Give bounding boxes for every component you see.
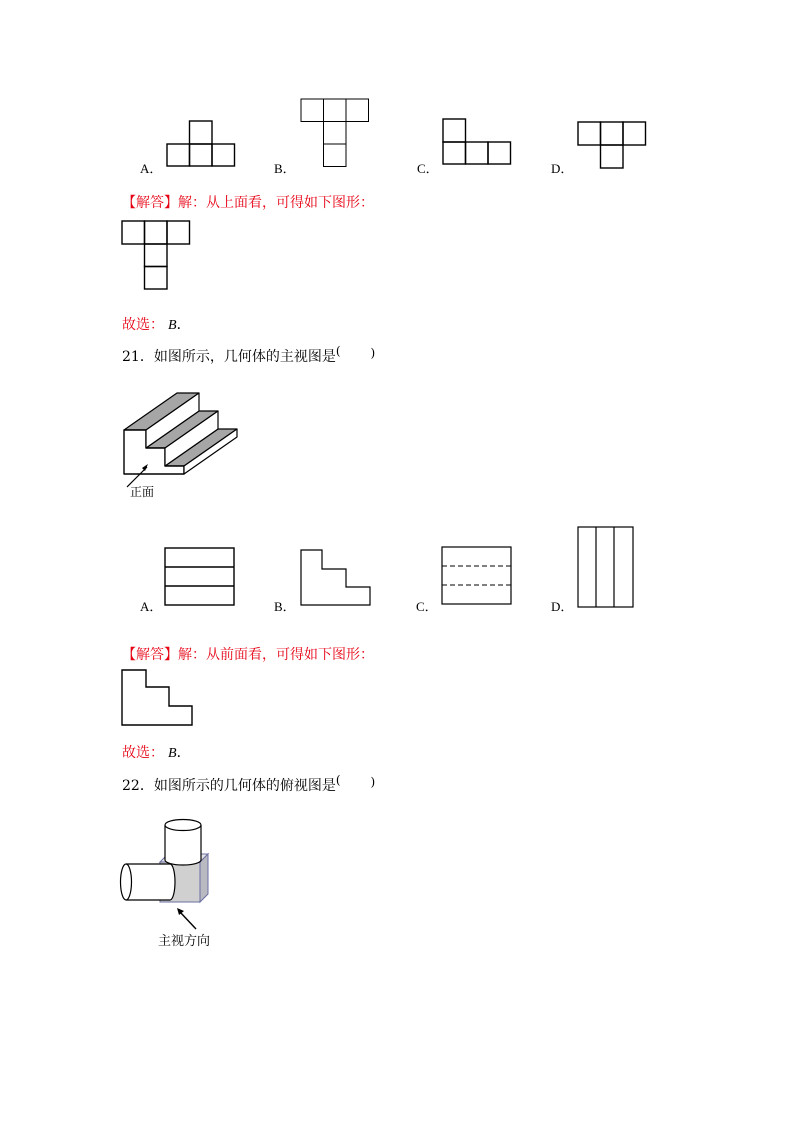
q21-option-d-label: D． — [551, 599, 574, 614]
answer-suffix: ． — [176, 317, 191, 333]
answer-prefix: 故选： — [122, 745, 164, 761]
q22-view-direction-label: 主视方向 — [158, 934, 211, 949]
bracket-open: ( — [335, 773, 341, 787]
q20-option-a-label: A． — [140, 161, 163, 176]
q21-front-label: 正面 — [130, 485, 155, 499]
q20-option-b-label: B． — [274, 161, 296, 176]
question-number: 22． — [122, 778, 154, 794]
q20-solution-figure — [121, 220, 193, 292]
q21-option-d-figure — [577, 526, 635, 608]
q20-option-d-label: D． — [551, 161, 574, 176]
q20-option-a-figure — [166, 120, 236, 167]
q20-option-b-figure — [300, 98, 370, 168]
answer-value: B — [168, 746, 177, 761]
bracket-close: ) — [370, 346, 376, 360]
answer-prefix: 故选： — [122, 317, 164, 333]
q21-option-b-figure — [300, 549, 372, 607]
q21-option-b-label: B． — [274, 599, 296, 614]
question-text: 如图所示的几何体的俯视图是 — [153, 778, 336, 794]
question-number: 21． — [122, 349, 154, 365]
q21-option-c-figure — [441, 546, 513, 606]
solution-text: 解：从前面看，可得如下图形： — [178, 647, 374, 663]
q20-option-c-figure — [442, 118, 514, 166]
view-arrow — [180, 912, 196, 929]
solution-text: 解：从上面看，可得如下图形： — [178, 195, 374, 211]
q20-solution-line — [122, 192, 374, 212]
q21-solution-figure — [121, 669, 195, 727]
q22-solid-figure — [118, 818, 218, 918]
q20-answer-line — [122, 314, 191, 334]
q21-option-c-label: C． — [416, 599, 438, 614]
answer-suffix: ． — [176, 745, 191, 761]
question-text: 如图所示，几何体的主视图是 — [153, 349, 336, 365]
q22-stem — [122, 775, 375, 795]
bracket-open: ( — [335, 344, 341, 358]
q21-answer-line — [122, 742, 191, 762]
solution-tag: 【解答】 — [122, 647, 178, 663]
q21-option-a-label: A． — [140, 599, 163, 614]
q21-solution-line — [122, 644, 374, 664]
bracket-close: ) — [370, 775, 376, 789]
q21-option-a-figure — [164, 547, 236, 607]
q20-option-c-label: C． — [417, 161, 439, 176]
answer-value: B — [168, 318, 177, 333]
q20-option-d-figure — [577, 121, 647, 169]
solution-tag: 【解答】 — [122, 195, 178, 211]
q21-stem — [122, 346, 375, 366]
